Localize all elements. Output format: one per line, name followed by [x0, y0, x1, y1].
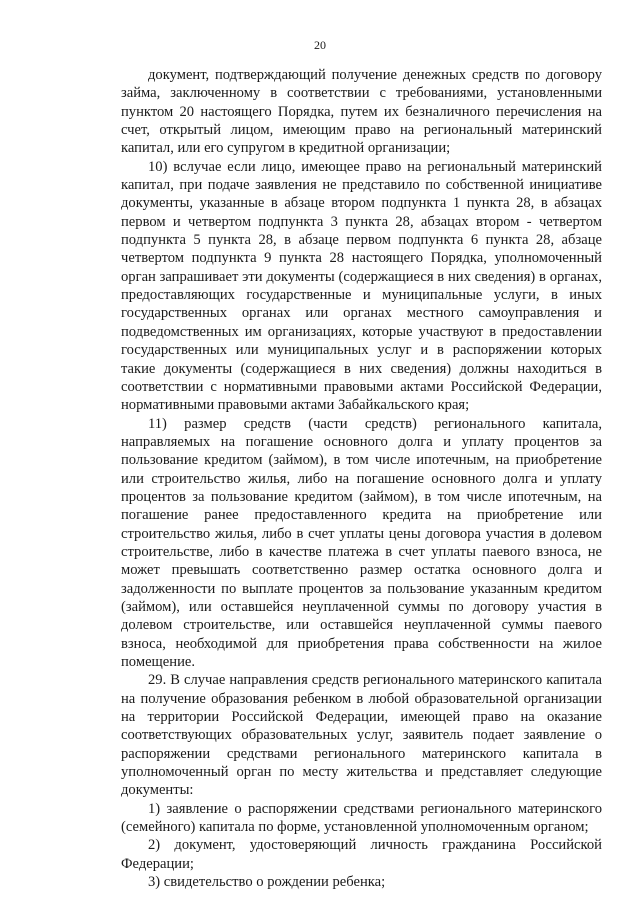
paragraph-item-11: 11) размер средств (части средств) регионального капитала, направляемых на погашение основного долга и уплату процентов за пользование кредитом (займом), в том числе ипотечным, на приобретение или строительство жилья, либо на погашение основного долга и уплату процентов за пользование кредитом (займом), в том числе ипотечным, на погашение ранее предоставленного кредита на приобретение или строительство жилья, либо в счет уплаты цены договора участия в долевом строительстве, либо в качестве платежа в счет уплаты паевого взноса, не может превышать соответственно размер остатка основного долга и задолженности по выплате процентов за пользование указанным кредитом (займом), или оставшейся неуплаченной суммы по договору участия в долевом строительстве, или оставшейся неуплаченной суммы паевого взноса, необходимой для приобретения права собственности на жилое помещение. — [121, 415, 602, 670]
paragraph-document-3: 3) свидетельство о рождении ребенка; — [148, 874, 386, 891]
paragraph-section-29: 29. В случае направления средств регионального материнского капитала на получение образования ребенком в любой образовательной организации на территории Российской Федерации, имеющей право на оказание соответствующих образовательных услуг, заявитель подает заявление о распоряжении средствами регионального материнского капитала в уполномоченный орган по месту жительства и представляет следующие документы: — [121, 672, 602, 799]
paragraph-document-1: 1) заявление о распоряжении средствами регионального материнского (семейного) капитала по форме, установленной уполномоченным органом; — [121, 800, 602, 836]
paragraph-continuation-item-9: документ, подтверждающий получение денежных средств по договору займа, заключенному в соответствии с требованиями, установленными пунктом 20 настоящего Порядка, путем их безналичного перечисления на счет, открытый лицом, имеющим право на региональный материнский капитал, или его супругом в кредитной организации; — [121, 67, 602, 157]
paragraph-document-2: 2) документ, удостоверяющий личность гражданина Российской Федерации; — [121, 837, 602, 872]
page-number: 20 — [314, 38, 326, 52]
document-body — [121, 66, 602, 891]
paragraph-item-10: 10) вслучае если лицо, имеющее право на региональный материнский капитал, при подаче заявления не представило по собственной инициативе документы, указанные в абзаце втором подпункта 1 пункта 28, в абзацах первом и четвертом подпункта 3 пункта 28, абзацах втором - четвертом подпункта 5 пункта 28, в абзаце первом подпункта 6 пункта 28, абзаце четвертом подпункта 9 пункта 28 настоящего Порядка, уполномоченный орган запрашивает эти документы (содержащиеся в них сведения) в органах, предоставляющих государственные и муниципальные услуги, в иных государственных органах или органах местного самоуправления и подведомственных им организациях, которые участвуют в предоставлении государственных или муниципальных услуг и в распоряжении которых такие документы (содержащиеся в них сведения) должны находиться в соответствии с нормативными правовыми актами Российской Федерации, нормативными правовыми актами Забайкальского края; — [121, 158, 602, 414]
